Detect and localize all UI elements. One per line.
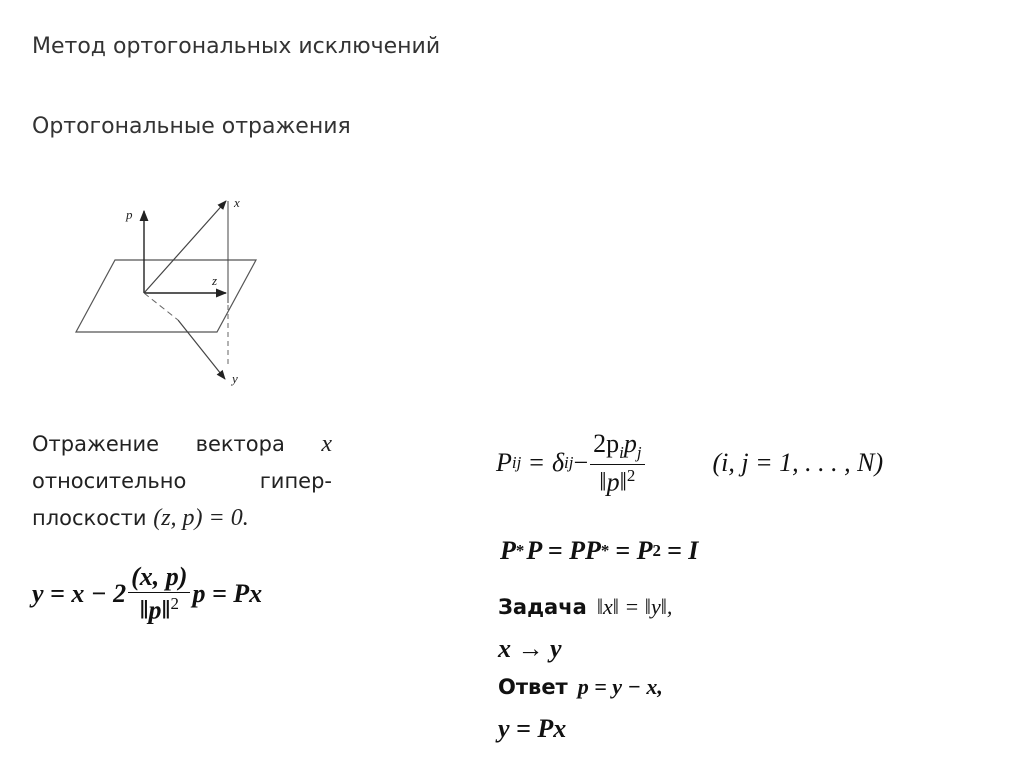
page-title: Метод ортогональных исключений — [32, 34, 441, 59]
fraction: $\frac{2p_ip_j}{‖p‖^2}$ — [590, 430, 644, 496]
task-mapping: x → y — [498, 634, 562, 663]
description-line-1: Отражение вектора x — [32, 431, 332, 457]
answer-label: Ответ — [498, 675, 568, 699]
task-label: Задача — [498, 595, 587, 619]
description-line-3: плоскости (z, p) = 0. — [32, 505, 249, 531]
label-z: z — [212, 273, 218, 288]
task-statement: Задача ‖x‖ = ‖y‖, — [498, 594, 673, 619]
fraction: $\frac{(x, p)}{‖p‖^2}$ — [128, 563, 190, 624]
answer-result: y = Px — [498, 714, 567, 743]
reflection-description — [32, 426, 332, 537]
label-x: x — [234, 195, 240, 210]
hyperplane — [76, 260, 256, 332]
description-line-2: относительно гипер- — [32, 469, 332, 493]
orthogonality-identity: P * P = PP * = P 2 = I — [500, 536, 699, 565]
label-p: p — [126, 207, 133, 222]
vector-y — [178, 320, 225, 379]
answer-statement: Ответ p = y − x, — [498, 674, 663, 699]
vector-y-hidden — [144, 293, 178, 320]
reflection-formula: y = x − 2 $\frac{(x, p)}{‖p‖^2}$ p = Px — [32, 562, 263, 625]
reflection-diagram — [60, 185, 280, 400]
householder-matrix-formula: P ij = δ ij − $\frac{2p_ip_j}{‖p‖^2}$ (i, j = 1, . . . , N) — [496, 429, 884, 497]
section-subtitle: Ортогональные отражения — [32, 114, 351, 139]
label-y: y — [232, 371, 238, 386]
